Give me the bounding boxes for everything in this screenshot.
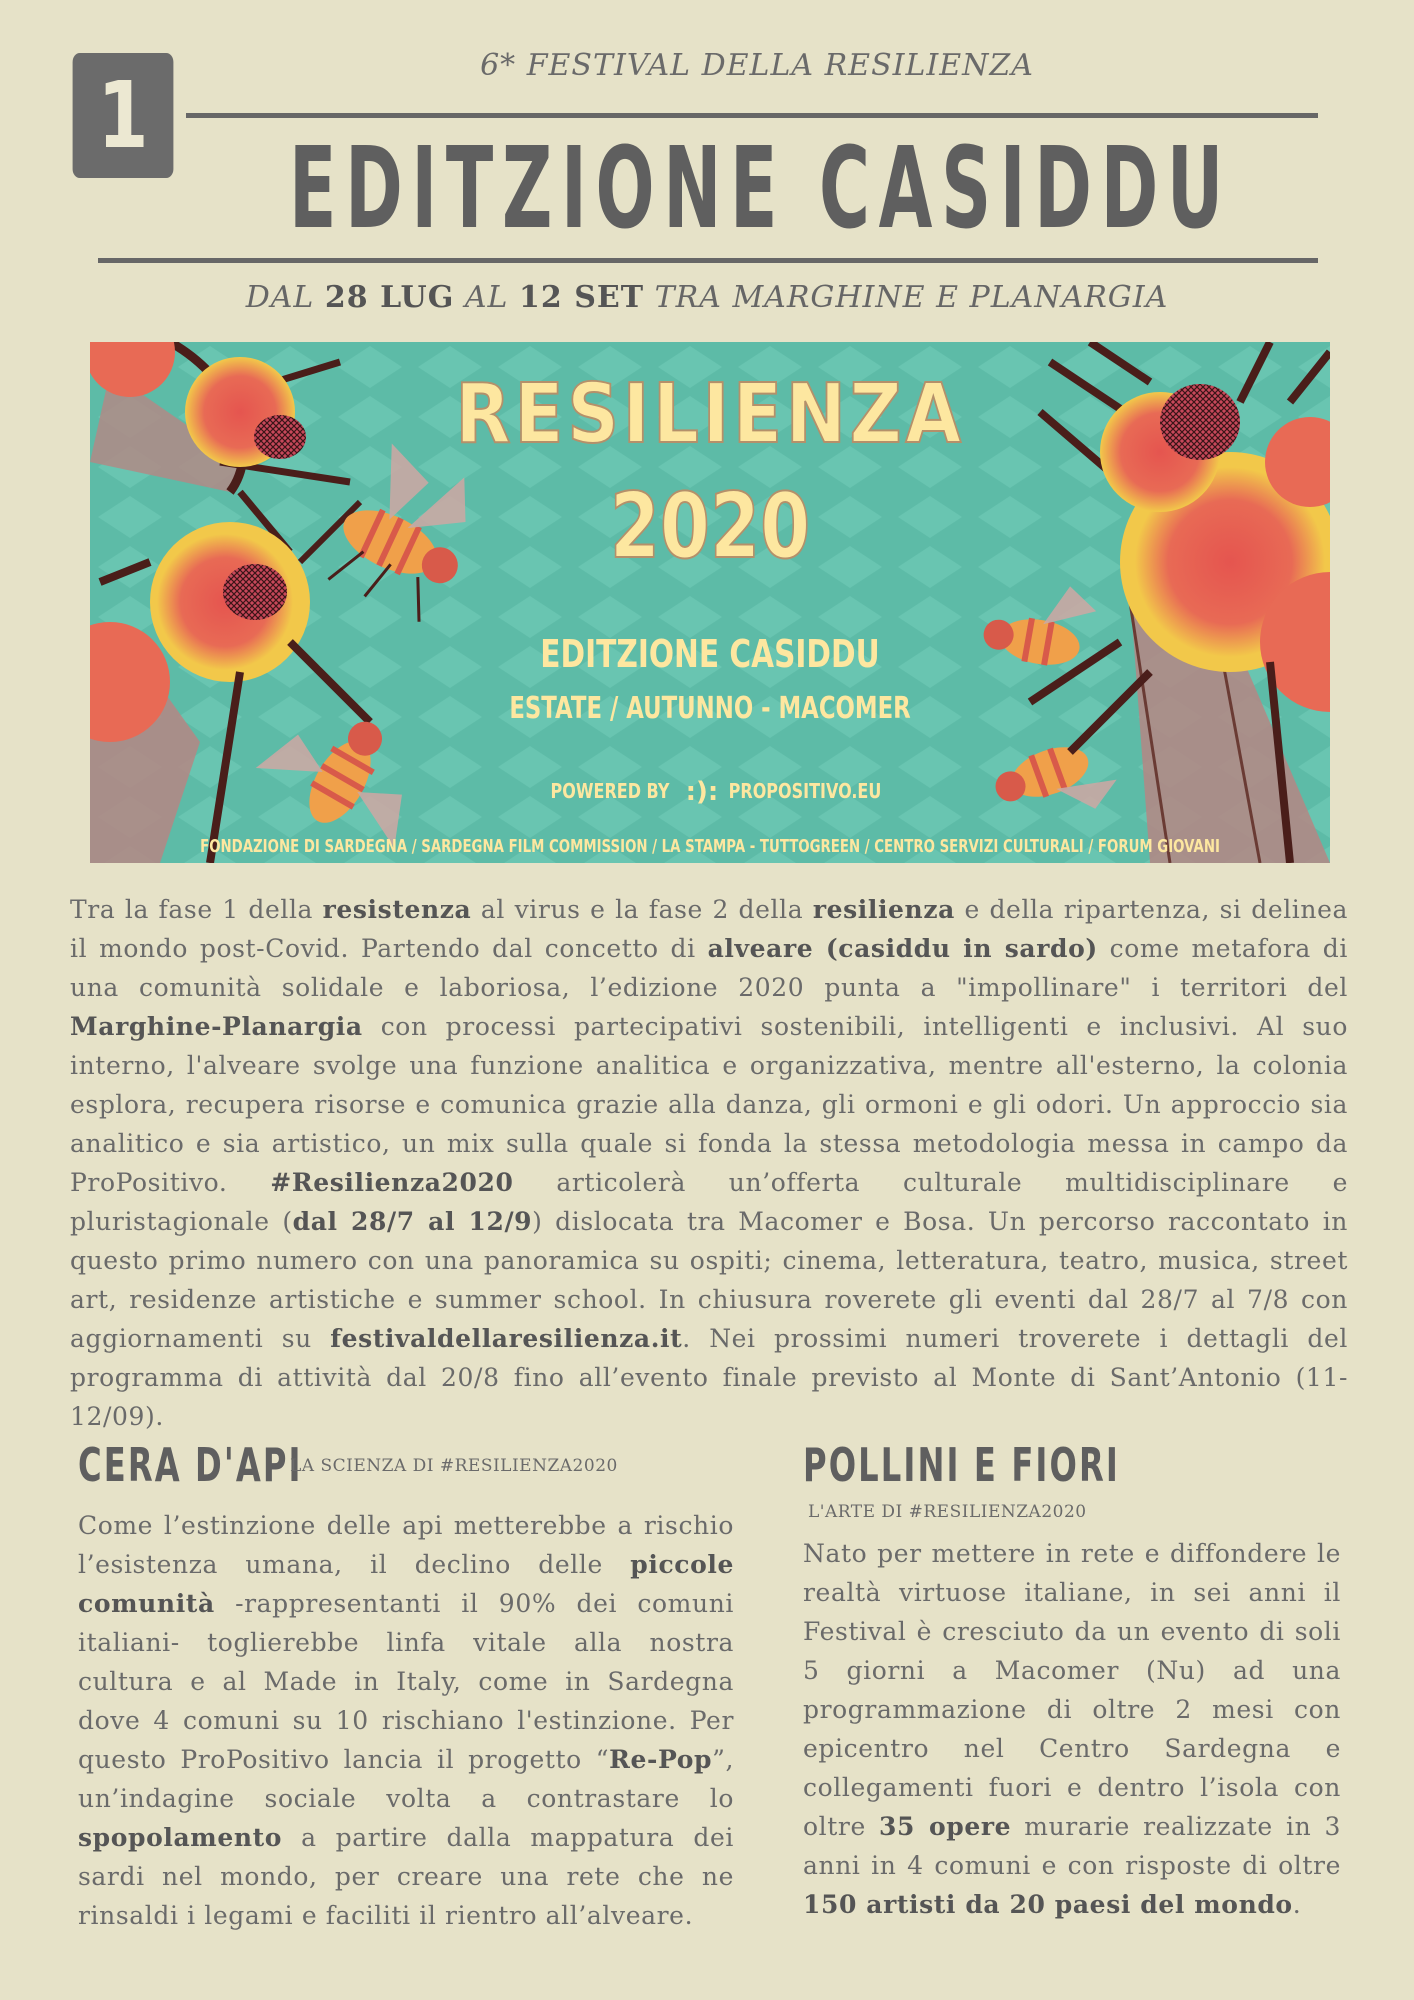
festival-kicker: 6* FESTIVAL DELLA RESILIENZA xyxy=(480,48,1034,83)
text-run: . xyxy=(1292,1890,1302,1919)
text-run: e della ripartenza, si delinea il mondo post-Covid. Partendo dal concetto di xyxy=(70,895,1349,963)
section-subheading: L'ARTE DI #RESILIENZA2020 xyxy=(808,1502,1087,1522)
intro-paragraph xyxy=(70,890,1348,1436)
banner-season: ESTATE / AUTUNNO - MACOMER xyxy=(509,690,911,726)
banner-partners: FONDAZIONE DI SARDEGNA / SARDEGNA FILM COMMISSION / LA STAMPA - TUTTOGREEN / CENTRO SERVIZI CULTURALI / FORUM GIOVANI xyxy=(200,834,1220,857)
section-subheading: LA SCIENZA DI #RESILIENZA2020 xyxy=(290,1456,618,1476)
section-pollini-e-fiori xyxy=(803,1438,1341,1924)
text-run: murarie realizzate in 3 anni in 4 comuni e con risposte di oltre xyxy=(803,1812,1341,1880)
text-run: Come l’estinzione delle api metterebbe a rischio l’esistenza umana, il declino delle xyxy=(78,1511,734,1579)
section-cera-dapi xyxy=(78,1438,734,1935)
text-run: ”, un’indagine sociale volta a contrastare lo xyxy=(78,1745,734,1813)
emphasis-text: festivaldellaresilienza.it xyxy=(330,1324,683,1353)
emphasis-text: alveare (casiddu in sardo) xyxy=(707,934,1098,963)
text-run: . Nei prossimi numeri troverete i dettagli del programma di attività dal 20/8 fino all’evento finale previsto al Monte di Sant’Antonio (11-12/09). xyxy=(70,1324,1348,1431)
festival-banner xyxy=(90,342,1330,863)
text-run: al virus e la fase 2 della xyxy=(471,895,813,924)
emphasis-text: piccole comunità xyxy=(78,1550,734,1618)
emphasis-text: 35 opere xyxy=(879,1812,1012,1841)
section-body xyxy=(78,1506,734,1935)
section-heading: POLLINI E FIORI xyxy=(803,1438,1120,1492)
text-run: a partire dalla mappatura dei sardi nel mondo, per creare una rete che ne rinsaldi i legami e faciliti il rientro all’alveare. xyxy=(78,1823,734,1930)
text-run: Tra la fase 1 della xyxy=(70,895,323,924)
emphasis-text: dal 28/7 al 12/9 xyxy=(292,1207,533,1236)
emphasis-text: spopolamento xyxy=(78,1823,283,1852)
banner-edition: EDITZIONE CASIDDU xyxy=(540,632,880,678)
text-run: come metafora di una comunità solidale e laboriosa, l’edizione 2020 punta a "impollinare" i territori del xyxy=(70,934,1348,1002)
emphasis-text: resilienza xyxy=(812,895,955,924)
text-run: Nato per mettere in rete e diffondere le realtà virtuose italiane, in sei anni il Festival è cresciuto da un evento di soli 5 giorni a Macomer (Nu) ad una programmazione di oltre 2 mesi con epicentro nel Centro Sardegna e collegamenti fuori e dentro l’isola con oltre xyxy=(803,1539,1341,1841)
section-heading: CERA D'API xyxy=(78,1438,303,1492)
text-run: articolerà un’offerta culturale multidisciplinare e pluristagionale ( xyxy=(70,1168,1348,1236)
top-rule xyxy=(186,113,1318,118)
bottom-rule xyxy=(98,258,1318,263)
emphasis-text: resistenza xyxy=(322,895,472,924)
propositivo-logo: :): xyxy=(685,777,719,807)
text-run: con processi partecipativi sostenibili, intelligenti e inclusivi. Al suo interno, l'alveare svolge una funzione analitica e organizzativa, mentre all'esterno, la colonia esplora, recupera risorse e comunica grazie alla danza, gli ormoni e gli odori. Un approccio sia analitico e sia artistico, un mix sulla quale si fonda la stessa metodologia messa in campo da ProPositivo. xyxy=(70,1012,1348,1197)
text-run: ) dislocata tra Macomer e Bosa. Un percorso raccontato in questo primo numero con una panoramica su ospiti; cinema, letteratura, teatro, musica, street art, residenze artistiche e summer school. In chiusura roverete gli eventi dal 28/7 al 7/8 con aggiornamenti su xyxy=(70,1207,1348,1353)
banner-site: PROPOSITIVO.EU xyxy=(728,780,882,804)
banner-title: RESILIENZA xyxy=(455,366,965,463)
banner-year: 2020 xyxy=(609,474,811,580)
emphasis-text: #Resilienza2020 xyxy=(270,1168,514,1197)
banner-powered-by: POWERED BY xyxy=(550,780,670,804)
emphasis-text: Marghine-Planargia xyxy=(70,1012,363,1041)
section-body xyxy=(803,1534,1341,1924)
emphasis-text: 150 artisti da 20 paesi del mondo xyxy=(803,1890,1293,1919)
festival-dates: DAL 28 LUG AL 12 SET TRA MARGHINE E PLANARGIA xyxy=(245,280,1169,315)
issue-number-badge: 1 xyxy=(73,53,174,178)
page-title: EDITZIONE CASIDDU xyxy=(288,124,1232,254)
emphasis-text: Re-Pop xyxy=(609,1745,713,1774)
text-run: -rappresentanti il 90% dei comuni italiani- toglierebbe linfa vitale alla nostra cultura e al Made in Italy, come in Sardegna dove 4 comuni su 10 rischiano l'estinzione. Per questo ProPositivo lancia il progetto “ xyxy=(78,1589,734,1774)
